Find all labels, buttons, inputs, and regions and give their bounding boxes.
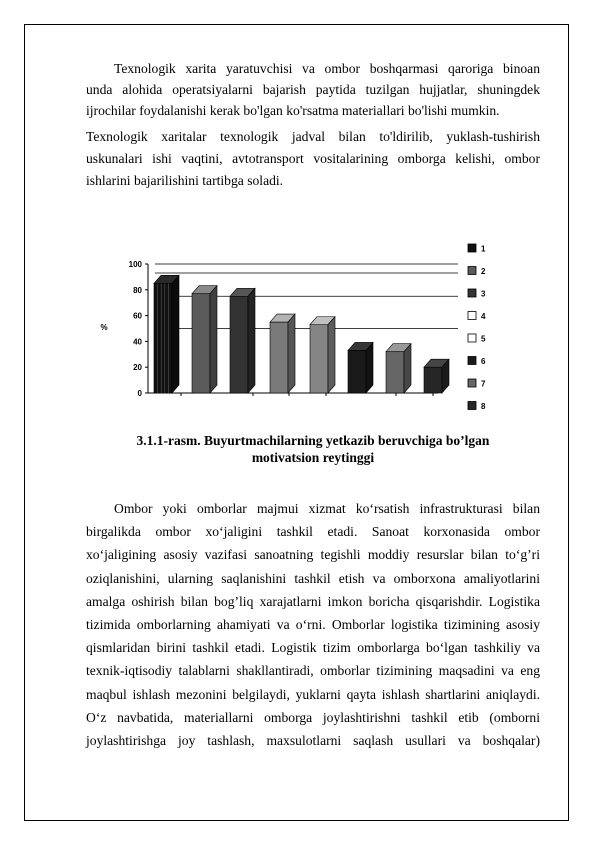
legend-swatch-4 [468, 312, 476, 320]
legend-swatch-2 [468, 267, 476, 275]
y-tick-label: 60 [133, 311, 142, 321]
bar-side-5 [328, 317, 335, 393]
paragraph-2-line-1: Texnologik xaritalar texnologik jadval bilan to'ldirilib, yuklash-tushirish [86, 129, 540, 144]
figure-caption-line-1: 3.1.1-rasm. Buyurtmachilarning yetkazib beruvchiga bo’lgan [136, 433, 490, 448]
paragraph-1 [86, 58, 540, 121]
paragraph-3-line: qismlaridan birini tashkil etadi. Logistik tizim omborlarga bo‘lgan tashkiliy va [86, 640, 540, 656]
legend-label-1: 1 [481, 244, 486, 254]
bar-5 [310, 325, 328, 393]
legend-swatch-7 [468, 379, 476, 387]
legend-box [462, 236, 504, 416]
legend-label-2: 2 [481, 267, 486, 276]
paragraph-3-line: O‘z navbatida, materiallarni omborga joylashtirishni tashkil etib (omborni [86, 709, 540, 725]
motivation-rating-chart [86, 232, 506, 422]
paragraph-3 [86, 497, 540, 752]
y-tick-label: 40 [133, 337, 142, 347]
legend-swatch-5 [468, 334, 476, 342]
bar-6 [348, 350, 366, 393]
paragraph-1-line-2: unda alohida operatsiyalarni bajarish paytida tuzilgan hujjatlar, shuningdek [86, 82, 540, 97]
y-tick-label: 80 [133, 285, 142, 295]
paragraph-3-line: amalga oshirish bilan bog’liq xarajatlarni imkon boricha qisqarishdir. Logistika [86, 593, 540, 609]
bar-3 [230, 296, 248, 393]
y-axis-label: % [100, 323, 108, 332]
bar-side-7 [404, 344, 411, 393]
legend-swatch-6 [468, 357, 476, 365]
bar-side-4 [288, 314, 295, 393]
paragraph-2-line-2: uskunalari ishi vaqtini, avtotransport vositalarining omborga kelishi, ombor [86, 151, 540, 166]
figure-caption [86, 432, 540, 466]
paragraph-3-line: maqbul ishlash mezonini belgilaydi, yuklarni qayta ishlash shartlarini aniqlaydi. [86, 686, 540, 702]
bar-7 [386, 352, 404, 393]
bar-side-1 [172, 275, 179, 393]
legend-swatch-1 [468, 244, 476, 252]
bar-2 [192, 294, 210, 393]
paragraph-3-line: birgalikda ombor xo‘jaligini tashkil etadi. Sanoat korxonasida ombor [86, 524, 540, 540]
bar-side-6 [366, 342, 373, 393]
legend-swatch-8 [468, 402, 476, 410]
y-tick-label: 20 [133, 363, 142, 373]
paragraph-3-line: joylashtirishga joy tashlash, maxsulotlarni saqlash usullari va boshqalar) [86, 733, 540, 749]
paragraph-1-line-3: ijrochilar foydalanishi kerak bo'lgan ko'rsatma materiallari bo'lishi mumkin. [86, 103, 500, 118]
paragraph-3-line: Ombor yoki omborlar majmui xizmat ko‘rsatish infrastrukturasi bilan [114, 501, 540, 516]
bar-8 [424, 367, 442, 393]
figure-caption-line-2: motivatsion reytinggi [251, 450, 375, 465]
y-tick-label: 0 [137, 389, 142, 398]
paragraph-2-line-3: ishlarini bajarilishini tartibga soladi. [86, 173, 284, 188]
legend-label-3: 3 [481, 289, 486, 299]
legend-label-4: 4 [481, 312, 486, 321]
paragraph-1-line-1: Texnologik xarita yaratuvchisi va ombor boshqarmasi qaroriga binoan [114, 61, 540, 76]
paragraph-3-line: texnik-iqtisodiy talablarni shakllantiradi, omborlar tizimining maqsadini va eng [86, 663, 540, 679]
legend-swatch-3 [468, 289, 476, 297]
legend-label-5: 5 [481, 334, 486, 344]
paragraph-3-line: oziqlanishini, ularning saqlanishini tashkil etish va omborxona amaliyotlarini [86, 570, 540, 586]
y-tick-label: 100 [128, 260, 142, 269]
legend-label-7: 7 [481, 379, 486, 389]
paragraph-3-line: xo‘jaligining asosiy vazifasi sanoatning tegishli moddiy resurslar bilan to‘g’ri [86, 547, 540, 563]
bar-1 [154, 283, 172, 393]
bar-side-2 [210, 286, 217, 393]
legend-label-8: 8 [481, 402, 486, 411]
legend-label-6: 6 [481, 357, 486, 366]
bar-4 [270, 322, 288, 393]
paragraph-2 [86, 126, 540, 192]
paragraph-3-line: tizimida omborlarning ahamiyati va o‘rni. Omborlar logistika tizimining asosiy [86, 617, 540, 633]
bar-side-3 [248, 288, 255, 393]
